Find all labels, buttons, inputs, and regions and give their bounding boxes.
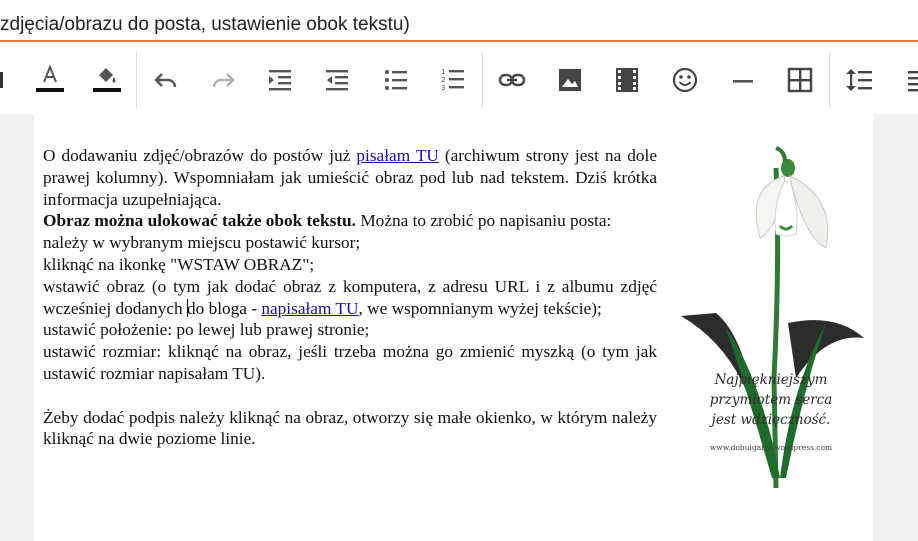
horizontal-line-icon[interactable] bbox=[727, 64, 759, 96]
table-icon[interactable] bbox=[784, 64, 816, 96]
image-icon[interactable] bbox=[554, 64, 586, 96]
link-pisalam-tu[interactable]: pisałam TU bbox=[356, 146, 439, 165]
paragraph: ustawić położenie: po lewej lub prawej stronie; bbox=[43, 320, 370, 340]
bulleted-list-icon[interactable] bbox=[380, 64, 412, 96]
editor-toolbar bbox=[0, 42, 918, 114]
link-napisalam-tu[interactable]: napisałam TU bbox=[261, 298, 359, 318]
caption-line: Najpiękniejszym bbox=[714, 372, 828, 388]
undo-icon[interactable] bbox=[150, 64, 182, 96]
highlight-color-icon[interactable] bbox=[91, 64, 123, 96]
more-options-icon[interactable] bbox=[900, 64, 918, 96]
paragraph: kliknąć na ikonkę "WSTAW OBRAZ"; bbox=[43, 254, 315, 274]
paragraph: ustawić rozmiar: kliknąć na obraz, jeśli trzeba można go zmienić myszką (o tym jak ustawić rozmiar napisałam TU). bbox=[43, 342, 657, 383]
outdent-icon[interactable] bbox=[321, 64, 353, 96]
paragraph: należy w wybranym miejscu postawić kursor; bbox=[43, 233, 361, 253]
caption-line: jest wdzięczność. bbox=[711, 412, 831, 428]
post-title-bar bbox=[0, 0, 918, 42]
snowdrop-illustration bbox=[676, 138, 866, 490]
svg-text:1: 1 bbox=[441, 68, 446, 76]
svg-text:3: 3 bbox=[441, 84, 446, 92]
inserted-image[interactable] bbox=[676, 138, 866, 490]
post-title-input[interactable]: zdjęcia/obrazu do posta, ustawienie obok tekstu) bbox=[0, 14, 410, 35]
line-spacing-icon[interactable] bbox=[843, 64, 875, 96]
paragraph: wstawić obraz (o tym jak dodać obraz z komputera, z adresu URL i z albumu zdjęć wcześniej dodanych do bloga - napisałam TU, we wspomnianym wyżej tekście); bbox=[43, 276, 657, 318]
link-icon[interactable] bbox=[496, 64, 528, 96]
empty-line bbox=[43, 385, 657, 407]
redo-icon bbox=[207, 64, 239, 96]
paragraph: Żeby dodać podpis należy kliknąć na obraz, otworzy się małe okienko, w którym należy kliknąć na dwie poziome linie. bbox=[43, 407, 657, 449]
indent-icon[interactable] bbox=[264, 64, 296, 96]
paragraph: Obraz można ulokować także obok tekstu. Można to zrobić po napisaniu posta: bbox=[43, 211, 612, 231]
caption-line: przymiotem serca bbox=[709, 392, 833, 408]
toolbar-separator bbox=[829, 52, 830, 108]
text-style-icon[interactable] bbox=[0, 64, 10, 96]
emoji-icon[interactable] bbox=[669, 64, 701, 96]
text-color-icon[interactable] bbox=[34, 64, 66, 96]
bold-text: Obraz można ulokować także obok tekstu. bbox=[43, 211, 356, 231]
toolbar-separator bbox=[482, 52, 483, 108]
svg-text:2: 2 bbox=[441, 76, 446, 84]
paragraph: O dodawaniu zdjęć/obrazów do postów już pisałam TU (archiwum strony jest na dole prawej kolumny). Wspomniałam jak umieścić obraz pod lub nad tekstem. Dziś krótka informacja uzupełniająca. bbox=[43, 146, 657, 209]
toolbar-separator bbox=[136, 52, 137, 108]
image-caption-text bbox=[676, 370, 866, 430]
video-icon[interactable] bbox=[611, 64, 643, 96]
image-watermark-url: www.dobulgaria.wordpress.com bbox=[709, 443, 833, 452]
numbered-list-icon[interactable] bbox=[437, 64, 469, 96]
post-body-text[interactable] bbox=[43, 145, 657, 450]
